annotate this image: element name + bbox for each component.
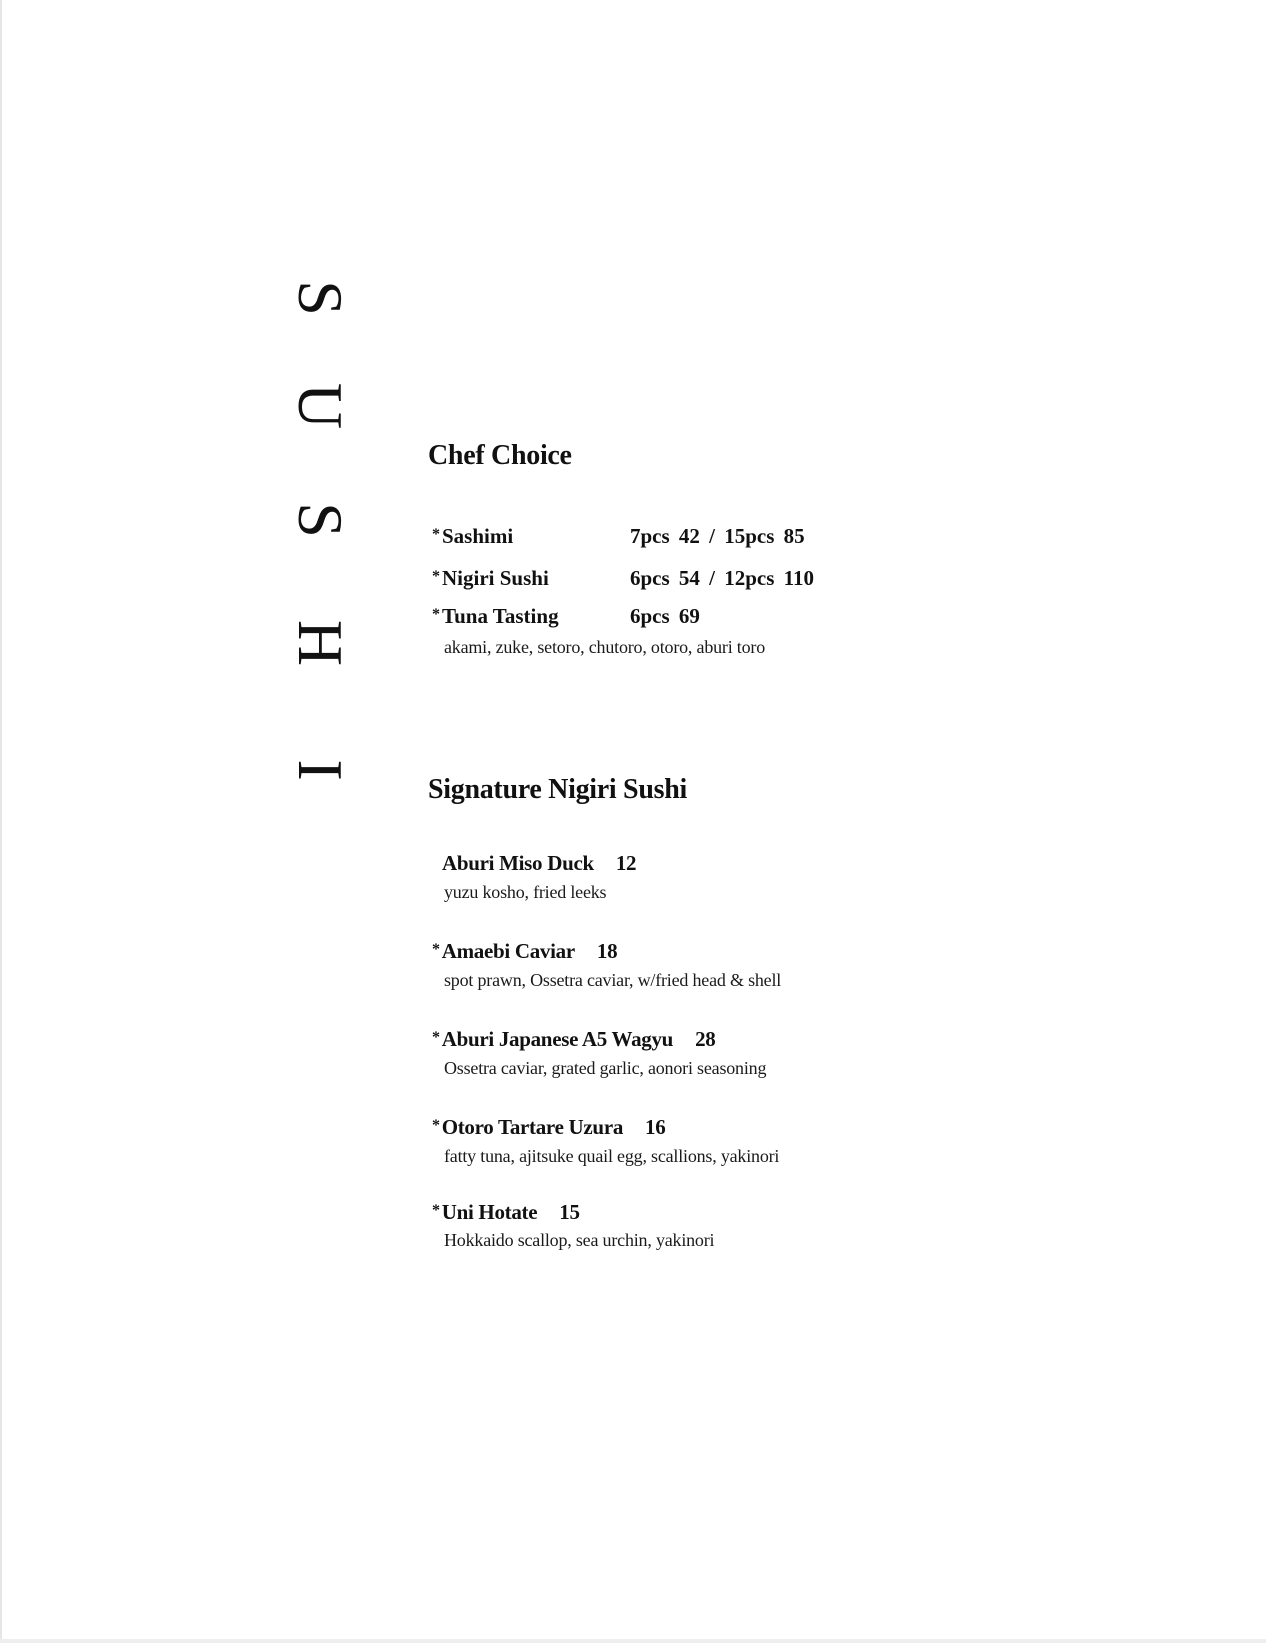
title-letter-4: H	[285, 619, 356, 667]
signature-item-a5-wagyu: *Aburi Japanese A5 Wagyu 28	[432, 1027, 716, 1051]
title-letter-3: S	[285, 502, 356, 538]
page-edge	[0, 0, 2, 1643]
item-price: 15	[559, 1200, 580, 1224]
chef-choice-heading: Chef Choice	[428, 440, 572, 471]
item-name: *Nigiri Sushi	[432, 566, 549, 590]
item-name: *Sashimi	[432, 524, 514, 548]
title-letter-1: S	[285, 280, 356, 316]
item-name: Otoro Tartare Uzura	[441, 1115, 624, 1139]
signature-item-description: Hokkaido scallop, sea urchin, yakinori	[444, 1230, 715, 1250]
signature-heading: Signature Nigiri Sushi	[428, 774, 687, 805]
item-price: 7pcs 42 / 15pcs 85	[630, 524, 805, 548]
signature-item-description: yuzu kosho, fried leeks	[444, 882, 607, 902]
title-letter-5: I	[285, 759, 356, 781]
item-price: 18	[596, 939, 618, 963]
item-price: 6pcs 54 / 12pcs 110	[630, 566, 815, 590]
item-name: *Tuna Tasting	[432, 604, 559, 628]
item-price: 16	[645, 1115, 666, 1139]
vertical-title-sushi	[285, 268, 356, 808]
signature-item-description: spot prawn, Ossetra caviar, w/fried head & shell	[444, 970, 782, 990]
title-letter-2: U	[285, 382, 356, 430]
item-name: Aburi Japanese A5 Wagyu	[441, 1027, 674, 1051]
item-price: 28	[695, 1027, 716, 1051]
item-price: 12	[615, 851, 637, 875]
signature-item-aburi-miso-duck	[442, 851, 636, 876]
item-name: Aburi Miso Duck	[442, 851, 594, 875]
signature-item-description: Ossetra caviar, grated garlic, aonori seasoning	[444, 1058, 767, 1078]
item-price: 6pcs 69	[630, 604, 700, 628]
signature-item-uni-hotate: *Uni Hotate 15	[432, 1200, 580, 1224]
item-name: Uni Hotate	[441, 1200, 538, 1224]
signature-item-otoro-tartare: *Otoro Tartare Uzura 16	[432, 1115, 666, 1139]
signature-item-description: fatty tuna, ajitsuke quail egg, scallions, yakinori	[444, 1146, 780, 1166]
signature-item-amaebi-caviar: *Amaebi Caviar 18	[432, 939, 618, 963]
page-edge-bottom	[0, 1639, 1266, 1643]
tuna-tasting-description: akami, zuke, setoro, chutoro, otoro, aburi toro	[444, 637, 766, 657]
item-name: Amaebi Caviar	[441, 939, 575, 963]
